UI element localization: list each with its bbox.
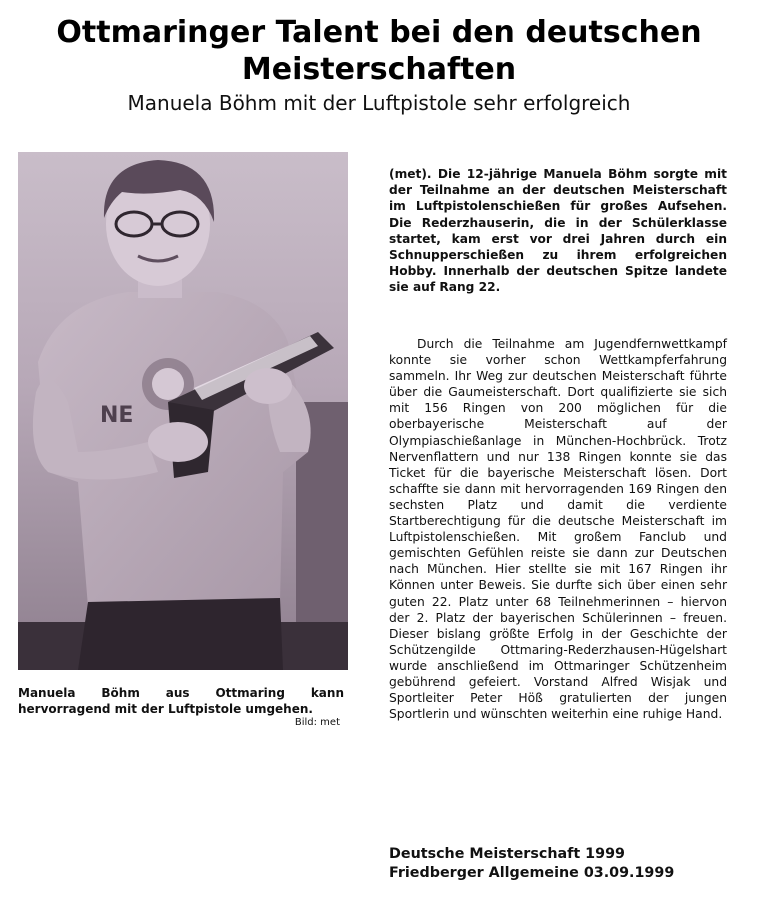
headline xyxy=(0,14,758,88)
photo-hand-left xyxy=(148,422,208,462)
article-lead: (met). Die 12-jährige Manuela Böhm sorgte mit der Teilnahme an der deutschen Meisterschaft im Luftpistolenschießen für großes Aufsehen. Die Rederzhauserin, die in der Schülerklasse startet, kam erst vor drei Jahren durch ein Schnupperschießen zu ihrem erfolgreichen Hobby. Innerhalb der deutschen Spitze landete sie auf Rang 22. xyxy=(389,167,727,295)
article-photo xyxy=(18,152,348,670)
headline-line-2: Meisterschaften xyxy=(241,52,517,87)
photo-shirt-letters: NE xyxy=(100,403,134,428)
subtitle: Manuela Böhm mit der Luftpistole sehr erfolgreich xyxy=(127,91,631,115)
headline-line-1: Ottmaringer Talent bei den deutschen xyxy=(56,15,702,50)
footer-event: Deutsche Meisterschaft 1999 xyxy=(389,846,625,862)
article-body: Durch die Teilnahme am Jugendfernwettkampf konnte sie vorher schon Wettkampferfahrung sammeln. Ihr Weg zur deutschen Meisterschaft führte über die Gaumeisterschaft. Dort qualifizierte sie sich mit 156 Ringen von 200 möglichen für die oberbayerische Meisterschaft auf der Olympiaschießanlage in München-Hochbrück. Trotz Nervenflattern und nur 138 Ringen konnte sie das Ticket für die bayerische Meisterschaft lösen. Dort schaffte sie dann mit hervorragenden 169 Ringen den sechsten Platz und damit die verdiente Startberechtigung für die deutsche Meisterschaft im Luftpistolenschießen. Mit großem Fanclub und gemischten Gefühlen reiste sie dann zur Deutschen nach München. Hier stellte sie mit 167 Ringen ihr Können unter Beweis. Sie durfte sich über einen sehr guten 22. Platz unter 68 Teilnehmerinnen – hiervon der 2. Platz der bayerischen Schülerinnen – freuen. Dieser bislang größte Erfolg in der Geschichte der Schützengilde Ottmaring-Rederzhausen-Hügelshart wurde anschließend im Ottmaringer Schützenheim gebührend gefeiert. Vorstand Alfred Wisjak und Sportleiter Peter Höß gratulierten der jungen Sportlerin und wünschten weiterhin eine ruhige Hand. xyxy=(389,337,727,722)
photo-illustration xyxy=(18,152,348,670)
photo-credit: Bild: met xyxy=(294,717,340,728)
photo-hand-right xyxy=(244,368,292,404)
footer-publication: Friedberger Allgemeine 03.09.1999 xyxy=(389,865,675,881)
photo-shirt-print-inner xyxy=(152,368,184,400)
photo-caption: Manuela Böhm aus Ottmaring kann hervorragend mit der Luftpistole umgehen. xyxy=(18,686,344,716)
photo-trousers xyxy=(78,598,283,670)
source-footer xyxy=(389,845,749,883)
